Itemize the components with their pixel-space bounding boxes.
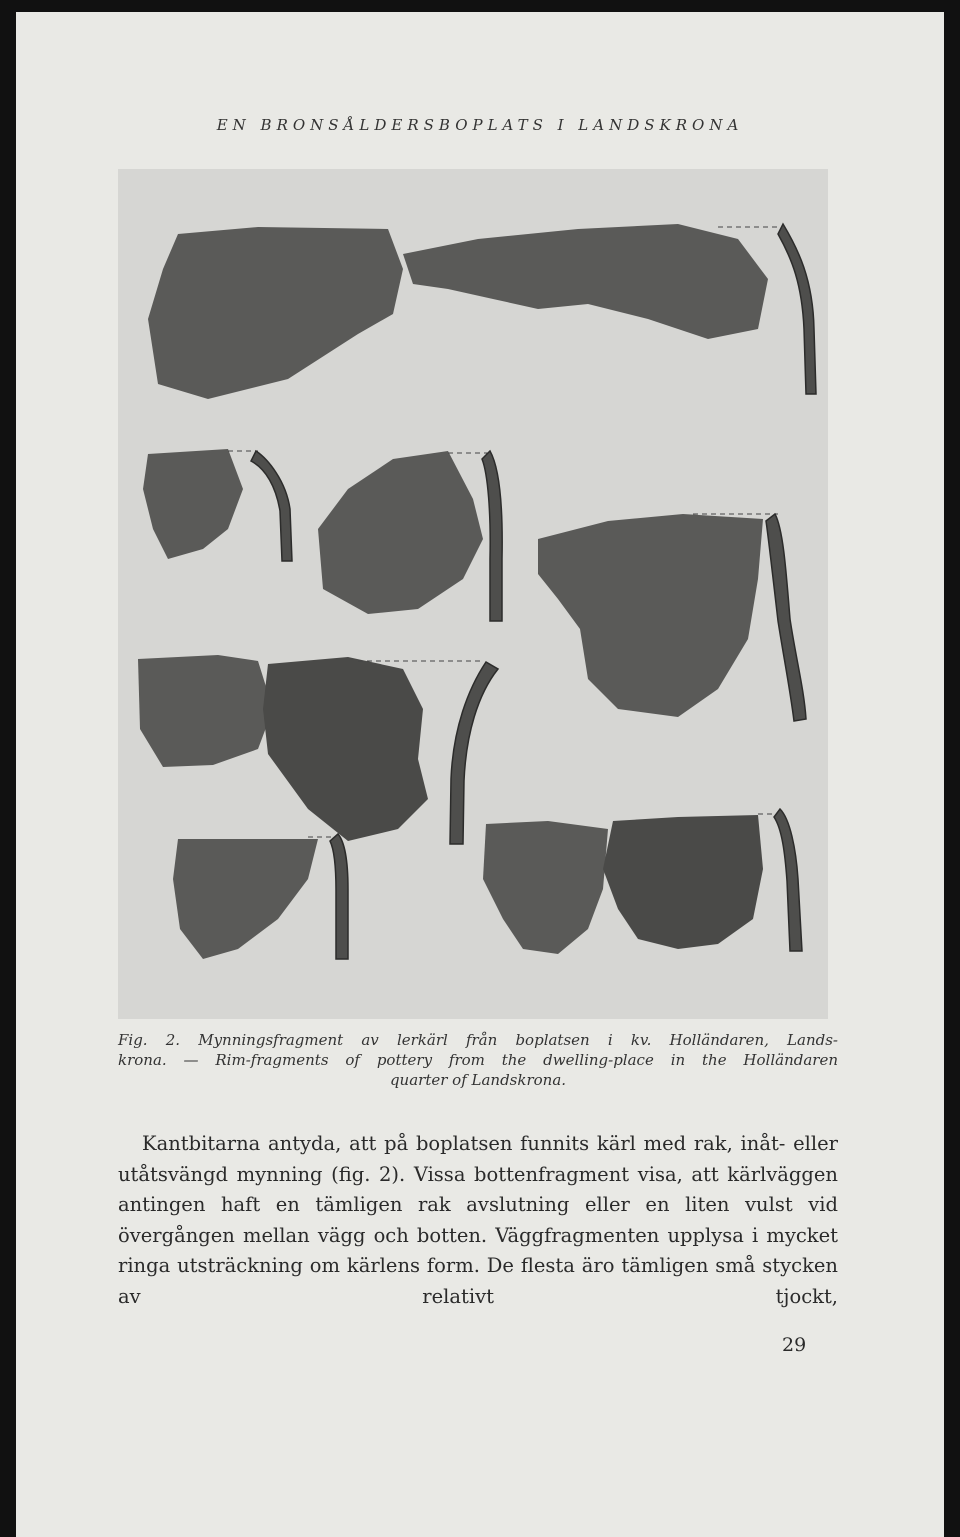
caption-line-1: Fig. 2. Mynningsfragment av lerkärl från boplatsen i kv. Holländaren, Lands- <box>118 1031 838 1049</box>
rim-section-4 <box>766 514 806 721</box>
rim-fragment-4 <box>318 451 483 614</box>
rim-section-2 <box>251 451 292 561</box>
running-head: EN BRONSÅLDERSBOPLATS I LANDSKRONA <box>216 116 744 134</box>
rim-section-5 <box>450 662 498 844</box>
rim-section-7 <box>774 809 802 951</box>
rim-fragment-5 <box>538 514 763 717</box>
rim-fragment-10 <box>603 815 763 949</box>
page-number: 29 <box>782 1334 807 1356</box>
rim-fragment-3 <box>143 449 243 559</box>
rim-fragment-6 <box>138 655 273 767</box>
body-text <box>118 1129 838 1312</box>
book-page <box>16 12 944 1537</box>
caption-line-3: quarter of Landskrona. <box>389 1071 567 1089</box>
figure-caption <box>118 1030 838 1090</box>
rim-section-1 <box>778 224 816 394</box>
caption-line-2: krona. — Rim-fragments of pottery from the dwelling-place in the Holländaren <box>118 1051 838 1069</box>
rim-section-6 <box>330 834 348 959</box>
body-paragraph: Kantbitarna antyda, att på boplatsen funnits kärl med rak, inåt- eller utåtsvängd mynning (fig. 2). Vissa bottenfragment visa, att kärlväggen antingen haft en tämligen rak avslutning eller en liten vulst vid övergången mellan vägg och botten. Väggfragmenten upplysa i mycket ringa utsträckning om kärlens form. De flesta äro tämligen små stycken av relativt tjockt, <box>118 1132 838 1308</box>
rim-fragment-9 <box>483 821 608 954</box>
figure-photograph <box>118 169 828 1019</box>
rim-fragment-2 <box>403 224 768 339</box>
rim-fragment-8 <box>173 839 318 959</box>
rim-fragment-1 <box>148 227 403 399</box>
rim-fragment-7 <box>263 657 428 841</box>
pottery-fragments-illustration <box>118 169 828 1019</box>
rim-section-3 <box>482 451 502 621</box>
